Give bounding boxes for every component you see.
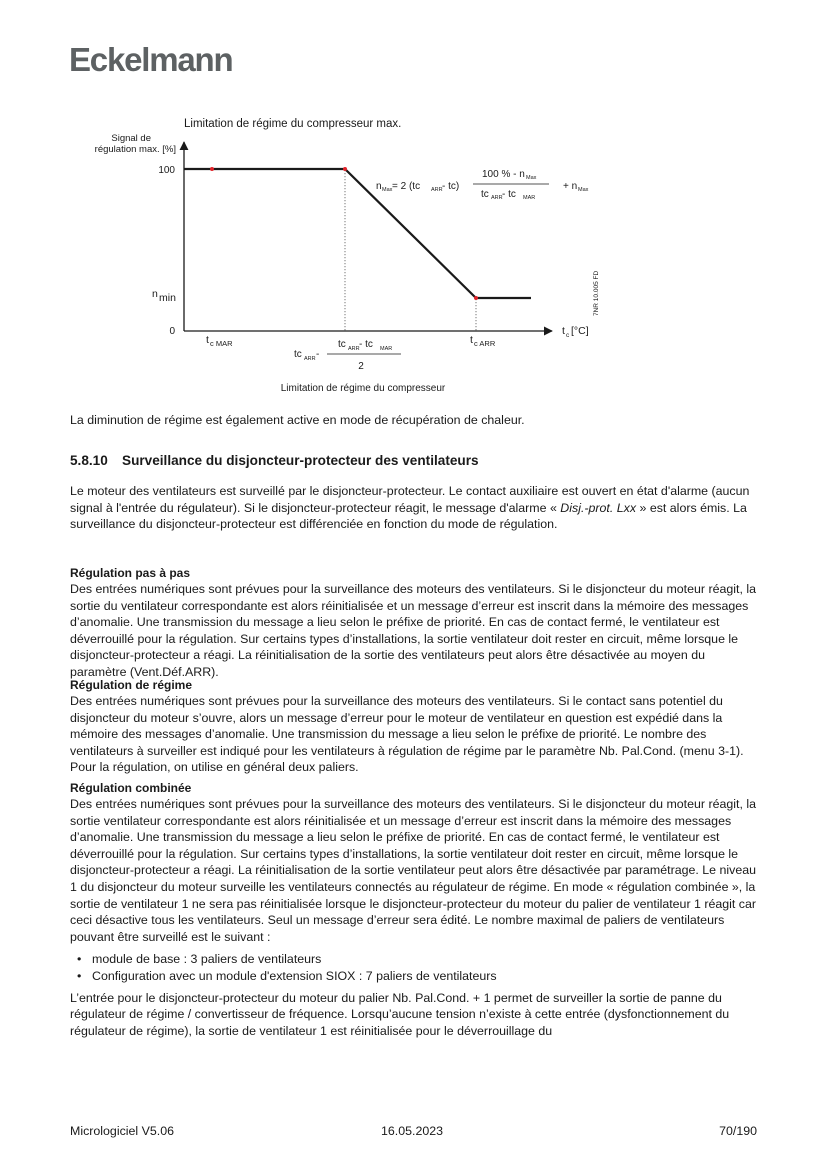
x-axis-label-sub: c xyxy=(566,332,570,339)
point-mar xyxy=(210,167,214,171)
x-axis-label-unit: [°C] xyxy=(571,325,589,337)
list-item: • module de base : 3 paliers de ventilateurs xyxy=(70,951,760,968)
y-tick-nmin-n: n xyxy=(152,288,158,300)
eq-rhs-tail: - tc) xyxy=(442,181,460,192)
y-axis-label-line2: régulation max. [%] xyxy=(94,144,176,155)
final-paragraph: L’entrée pour le disjoncteur-protecteur du moteur du palier Nb. Pal.Cond. + 1 permet de surveiller la sortie de panne du régulateur de régime / convertisseur de fréquence. Lorsqu’aucune tension n’existe à cette entrée (dysfonctionnement du régulateur de régime), la sortie de ventilateur 1 est réinitialisée pour le déverrouillage du xyxy=(70,990,730,1038)
subsection-heading: Régulation pas à pas xyxy=(70,566,191,580)
figure-caption: Limitation de régime du compresseur xyxy=(280,383,446,394)
page-footer xyxy=(70,1124,757,1142)
text-run: » est alors émis. La surveillance du disjoncteur-protecteur est différenciée en fonction du mode de régulation. xyxy=(70,500,747,532)
text-run: Le moteur des ventilateurs est surveillé par le disjoncteur-protecteur. Le contact auxiliaire est ouvert en état d'alarme (aucun signal à l'entrée du régulateur). Si le disjoncteur-protecteur réagit, le message d'alarme « xyxy=(70,484,750,515)
eq-plus-sub: Max xyxy=(578,187,589,193)
x-tick-arr-sub: c ARR xyxy=(474,339,496,348)
intro-paragraph: La diminution de régime est également active en mode de récupération de chaleur. xyxy=(70,413,525,427)
eq-frac-den-sub2: MAR xyxy=(523,195,536,201)
x-axis-label-t: t xyxy=(562,325,565,337)
subsection-paragraph: Des entrées numériques sont prévues pour la surveillance des moteurs des ventilateurs. Si le disjoncteur du moteur réagit, la sortie du ventilateur correspondante est alors réinitialisée et un message d’erreur est inscrit dans la mémoire des messages d’anomalie. Une transmission du message a lieu selon le préfixe de priorité. En cas de contact fermé, le ventilateur est déverrouillé pour la régulation. Sur certains types d’installations, la sortie ventilateur doit rester en circuit, même lorsque le disjoncteur-protecteur a réagi. La réinitialisation de la sortie des ventilateurs peut alors être désactivée au moyen du paramètre (Vent.Déf.ARR). xyxy=(70,582,756,679)
eq-frac-num: 100 % - n xyxy=(482,169,525,180)
footer-date: 16.05.2023 xyxy=(381,1124,444,1138)
mid-formula-numerator-mid: - tc xyxy=(359,339,373,350)
alarm-message-italic: Disj.-prot. Lxx xyxy=(560,500,637,515)
mid-formula-prefix-sub: ARR xyxy=(304,356,316,362)
mid-formula-numerator-tc: tc xyxy=(338,339,346,350)
eq-rhs: = 2 (tc xyxy=(392,181,421,192)
section-intro-paragraph xyxy=(70,483,760,533)
eq-rhs-sub: ARR xyxy=(431,187,443,193)
subsection-heading: Régulation de régime xyxy=(70,678,193,692)
list-item: • Configuration avec un module d'extension SIOX : 7 paliers de ventilateurs xyxy=(70,968,760,985)
footer-firmware-version: Micrologiciel V5.06 xyxy=(70,1124,174,1138)
eq-frac-den: tc xyxy=(481,189,489,200)
mid-formula-prefix: tc xyxy=(294,349,302,360)
x-tick-mar-t: t xyxy=(206,334,209,346)
subsection-paragraph: Des entrées numériques sont prévues pour la surveillance des moteurs des ventilateurs. Si le disjoncteur du moteur réagit, la sortie ventilateur correspondante est alors réinitialisée et un message d’erreur est inscrit dans la mémoire des messages d’anomalie. Une transmission du message a lieu selon le préfixe de priorité. En cas de contact fermé, le ventilateur est déverrouillé pour la régulation. Sur certains types d’installations, la sortie ventilateur doit rester en circuit, même lorsque le disjoncteur-protecteur a réagi. La réinitialisation de la sortie ventilateur peut alors être désactivée par paramétrage. Le niveau 1 du disjoncteur du moteur surveille les ventilateurs connectés au régulateur de régime. En mode « régulation combinée », la sortie de ventilateur 1 ne sera pas réinitialisée lorsque le disjoncteur-protecteur du moteur du palier de ventilateur 1 réagit car ceci désactive tous les ventilateurs. Seul un message d’erreur sera édité. Le nombre maximal de paliers de ventilateurs pouvant être surveillé est le suivant : xyxy=(70,797,757,944)
eq-plus: + n xyxy=(563,181,578,192)
eq-frac-num-sub: Max xyxy=(526,175,537,181)
subsection-paragraph: Des entrées numériques sont prévues pour la surveillance des moteurs des ventilateurs. Si le contact sans potentiel du disjoncteur du moteur s’ouvre, alors un message d’erreur pour le moteur de ventilateur en question est expédié dans la mémoire des messages d’anomalie. Une transmission du message a lieu selon le préfixe de priorité. Le nombre des ventilateurs à surveiller est indiqué pour les ventilateurs à régulation de régime par le paramètre Nb. Pal.Cond. (menu 3-1). Pour la régulation, on utilise en général deux paliers. xyxy=(70,694,744,775)
mid-formula-denominator: 2 xyxy=(358,361,364,372)
subsection-combinee xyxy=(70,781,760,1039)
mid-formula-numerator-sub1: ARR xyxy=(348,346,360,352)
diagram-title: Limitation de régime du compresseur max. xyxy=(184,118,402,130)
bullet-list xyxy=(70,951,760,984)
speed-limitation-diagram xyxy=(0,0,827,400)
y-tick-100: 100 xyxy=(158,165,175,176)
section-heading xyxy=(70,453,479,468)
mid-formula-numerator-sub2: MAR xyxy=(380,346,393,352)
section-number: 5.8.10 xyxy=(70,453,108,468)
eq-frac-den-mid: - tc xyxy=(502,189,516,200)
point-arr xyxy=(474,296,478,300)
subsection-regime xyxy=(70,678,760,776)
mid-formula-minus: - xyxy=(316,349,320,360)
eq-lhs-n: n xyxy=(376,181,382,192)
subsection-pas-a-pas xyxy=(70,566,760,681)
subsection-heading: Régulation combinée xyxy=(70,781,192,795)
limitation-curve xyxy=(184,169,531,298)
y-tick-0: 0 xyxy=(169,326,175,337)
eq-lhs-sub: Max xyxy=(382,187,393,193)
diagram-canvas xyxy=(0,0,827,400)
point-mid xyxy=(343,167,347,171)
y-tick-nmin-sub: min xyxy=(159,292,176,304)
eq-frac-den-sub1: ARR xyxy=(491,195,503,201)
x-tick-arr-t: t xyxy=(470,334,473,346)
section-title: Surveillance du disjoncteur-protecteur des ventilateurs xyxy=(122,453,479,468)
eckelmann-logo: Eckelmann xyxy=(69,41,233,78)
footer-page-number: 70/190 xyxy=(719,1124,757,1138)
y-axis-label-line1: Signal de xyxy=(111,133,151,144)
figure-reference-code: 7NR 10.005 FD xyxy=(593,270,600,316)
x-tick-mar-sub: c MAR xyxy=(210,339,233,348)
